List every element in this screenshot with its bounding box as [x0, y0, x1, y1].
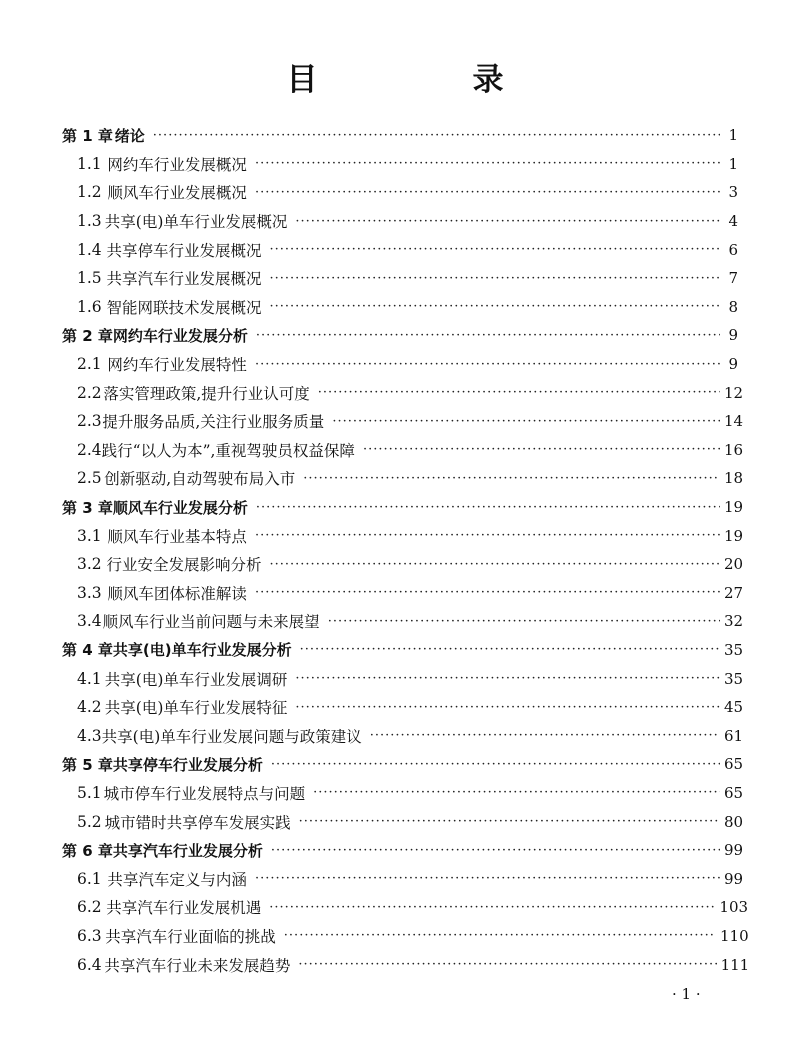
toc-entry-title: 网约车行业发展分析: [112, 326, 248, 345]
toc-section-row: [62, 607, 744, 636]
toc-section-row: [62, 436, 744, 465]
toc-chapter-row: [62, 321, 738, 350]
toc-entry-page: 6: [728, 240, 738, 259]
dot-leader: [271, 757, 720, 772]
toc-entry-page: 9: [728, 355, 738, 374]
toc-entry-title: 绪论: [114, 126, 145, 145]
dot-leader: [363, 442, 720, 457]
toc-section-row: [62, 350, 738, 379]
toc-entry-title: 城市错时共享停车发展实践: [104, 813, 291, 832]
toc-entry-number: 6.2: [77, 898, 102, 917]
toc-section-row: [62, 664, 744, 693]
toc-chapter-row: [62, 636, 744, 665]
dot-leader: [255, 585, 720, 600]
toc-section-row: [62, 150, 738, 179]
toc-section-row: [62, 550, 744, 579]
toc-entry-title: 顺风车行业发展概况: [107, 184, 247, 203]
toc-entry-number: 2.5: [77, 469, 102, 488]
toc-entry-page: 27: [724, 583, 744, 602]
toc-entry-title: 顺风车行业当前问题与未来展望: [102, 613, 320, 632]
toc-entry-page: 35: [724, 669, 744, 688]
page-title: 目 录: [286, 62, 566, 98]
dot-leader: [318, 385, 720, 400]
toc-entry-title: 顺风车团体标准解读: [107, 584, 247, 603]
dot-leader: [255, 528, 720, 543]
toc-entry-title: 共享汽车行业未来发展趋势: [104, 956, 291, 975]
toc-entry-page: 35: [724, 640, 744, 659]
toc-entry-title: 网约车行业发展特性: [107, 356, 247, 375]
dot-leader: [313, 785, 720, 800]
dot-leader: [270, 242, 721, 257]
toc-entry-title: 顺风车行业发展分析: [112, 498, 248, 517]
toc-section-row: [62, 864, 744, 893]
toc-entry-title: 共享(电)单车行业发展分析: [112, 641, 292, 660]
toc-entry-number: 3.1: [77, 526, 102, 545]
toc-section-row: [62, 264, 738, 293]
toc-entry-number: 2.3: [77, 412, 102, 431]
toc-entry-page: 9: [728, 326, 738, 345]
dot-leader: [298, 957, 716, 972]
dot-leader: [270, 557, 721, 572]
dot-leader: [255, 357, 720, 372]
toc-section-row: [62, 521, 744, 550]
toc-entry-number: 6.3: [77, 926, 102, 945]
toc-entry-page: 18: [724, 469, 744, 488]
toc-entry-number: 第 2 章: [62, 326, 113, 345]
toc-entry-title: 共享停车行业发展分析: [112, 755, 263, 774]
toc-entry-title: 践行“以人为本”,重视驾驶员权益保障: [101, 441, 355, 460]
toc-entry-title: 网约车行业发展概况: [107, 155, 247, 174]
dot-leader: [255, 156, 720, 171]
dot-leader: [295, 671, 720, 686]
toc-entry-title: 共享(电)单车行业发展概况: [104, 213, 288, 232]
toc-entry-page: 12: [724, 383, 744, 402]
toc-entry-number: 1.3: [77, 212, 102, 231]
toc-section-row: [62, 579, 744, 608]
toc-entry-page: 110: [720, 926, 749, 945]
toc-entry-page: 4: [728, 212, 738, 231]
toc-entry-page: 65: [724, 783, 744, 802]
toc-entry-number: 4.3: [77, 726, 102, 745]
dot-leader: [332, 414, 720, 429]
toc-section-row: [62, 893, 749, 922]
toc-entry-title: 共享(电)单车行业发展问题与政策建议: [101, 727, 362, 746]
toc-entry-number: 5.1: [77, 783, 102, 802]
toc-entry-number: 第 3 章: [62, 498, 113, 517]
toc-section-row: [62, 950, 750, 979]
toc-entry-number: 3.2: [77, 555, 102, 574]
toc-section-row: [62, 293, 738, 322]
dot-leader: [328, 614, 720, 629]
dot-leader: [295, 214, 720, 229]
toc-entry-number: 3.3: [77, 583, 102, 602]
toc-entry-title: 共享停车行业发展概况: [106, 241, 262, 260]
toc-entry-number: 1.5: [77, 269, 102, 288]
toc-entry-title: 落实管理政策,提升行业认可度: [103, 384, 310, 403]
toc-entry-page: 7: [728, 269, 738, 288]
toc-entry-number: 4.1: [77, 669, 102, 688]
toc-entry-page: 16: [724, 440, 744, 459]
toc-entry-page: 99: [724, 841, 744, 860]
toc-entry-number: 1.6: [77, 297, 102, 316]
toc-chapter-row: [62, 493, 744, 522]
page-number: · 1 ·: [672, 985, 701, 1003]
toc-entry-title: 共享汽车行业发展机遇: [106, 899, 262, 918]
toc-section-row: [62, 807, 744, 836]
toc-entry-number: 3.4: [77, 612, 102, 631]
toc-entry-number: 第 5 章: [62, 755, 113, 774]
dot-leader: [269, 900, 715, 915]
toc-entry-title: 共享(电)单车行业发展调研: [104, 670, 288, 689]
dot-leader: [299, 814, 720, 829]
toc-section-row: [62, 178, 738, 207]
table-of-contents: [62, 121, 750, 979]
toc-entry-page: 14: [724, 412, 744, 431]
toc-entry-title: 城市停车行业发展特点与问题: [103, 784, 306, 803]
toc-chapter-row: [62, 836, 744, 865]
toc-entry-title: 共享汽车定义与内涵: [107, 870, 247, 889]
toc-entry-title: 共享汽车行业发展分析: [112, 841, 263, 860]
toc-entry-title: 提升服务品质,关注行业服务质量: [102, 413, 325, 432]
toc-entry-number: 2.4: [77, 440, 102, 459]
toc-entry-number: 第 1 章: [62, 126, 113, 145]
toc-entry-number: 2.1: [77, 355, 102, 374]
toc-section-row: [62, 235, 738, 264]
toc-entry-page: 8: [728, 297, 738, 316]
toc-section-row: [62, 464, 744, 493]
toc-entry-page: 19: [724, 526, 744, 545]
dot-leader: [255, 871, 720, 886]
toc-entry-number: 1.1: [77, 154, 102, 173]
toc-entry-number: 1.4: [77, 240, 102, 259]
toc-entry-title: 智能网联技术发展概况: [106, 298, 262, 317]
toc-chapter-row: [62, 121, 738, 150]
toc-entry-page: 20: [724, 555, 744, 574]
toc-entry-page: 32: [724, 612, 744, 631]
toc-entry-number: 4.2: [77, 698, 102, 717]
toc-entry-number: 第 4 章: [62, 641, 113, 660]
toc-entry-title: 共享(电)单车行业发展特征: [104, 699, 288, 718]
toc-entry-title: 共享汽车行业发展概况: [106, 270, 262, 289]
toc-entry-page: 61: [724, 726, 744, 745]
toc-entry-number: 1.2: [77, 183, 102, 202]
toc-entry-title: 创新驱动,自动驾驶布局入市: [104, 470, 296, 489]
toc-entry-number: 6.1: [77, 869, 102, 888]
toc-entry-number: 第 6 章: [62, 841, 113, 860]
dot-leader: [270, 271, 721, 286]
toc-entry-title: 顺风车行业基本特点: [107, 527, 247, 546]
toc-entry-title: 共享汽车行业面临的挑战: [105, 927, 276, 946]
toc-entry-title: 行业安全发展影响分析: [106, 556, 262, 575]
dot-leader: [256, 328, 720, 343]
toc-entry-number: 6.4: [77, 955, 102, 974]
toc-section-row: [62, 721, 744, 750]
toc-section-row: [62, 779, 744, 808]
toc-entry-number: 5.2: [77, 812, 102, 831]
toc-entry-page: 111: [720, 955, 750, 974]
dot-leader: [303, 471, 720, 486]
toc-entry-page: 45: [724, 698, 744, 717]
toc-entry-page: 19: [724, 498, 744, 517]
dot-leader: [270, 299, 721, 314]
toc-entry-page: 80: [724, 812, 744, 831]
dot-leader: [255, 185, 720, 200]
dot-leader: [300, 642, 720, 657]
toc-entry-page: 99: [724, 869, 744, 888]
dot-leader: [370, 728, 720, 743]
dot-leader: [256, 500, 720, 515]
dot-leader: [295, 700, 720, 715]
toc-chapter-row: [62, 750, 744, 779]
dot-leader: [284, 928, 716, 943]
dot-leader: [153, 128, 720, 143]
toc-entry-page: 65: [724, 755, 744, 774]
toc-section-row: [62, 407, 744, 436]
toc-entry-page: 3: [728, 183, 738, 202]
toc-section-row: [62, 693, 744, 722]
toc-section-row: [62, 922, 749, 951]
dot-leader: [271, 843, 720, 858]
toc-section-row: [62, 378, 744, 407]
toc-entry-number: 2.2: [77, 383, 102, 402]
toc-entry-page: 1: [728, 154, 738, 173]
toc-entry-page: 1: [728, 126, 738, 145]
toc-entry-page: 103: [719, 898, 749, 917]
toc-section-row: [62, 207, 738, 236]
